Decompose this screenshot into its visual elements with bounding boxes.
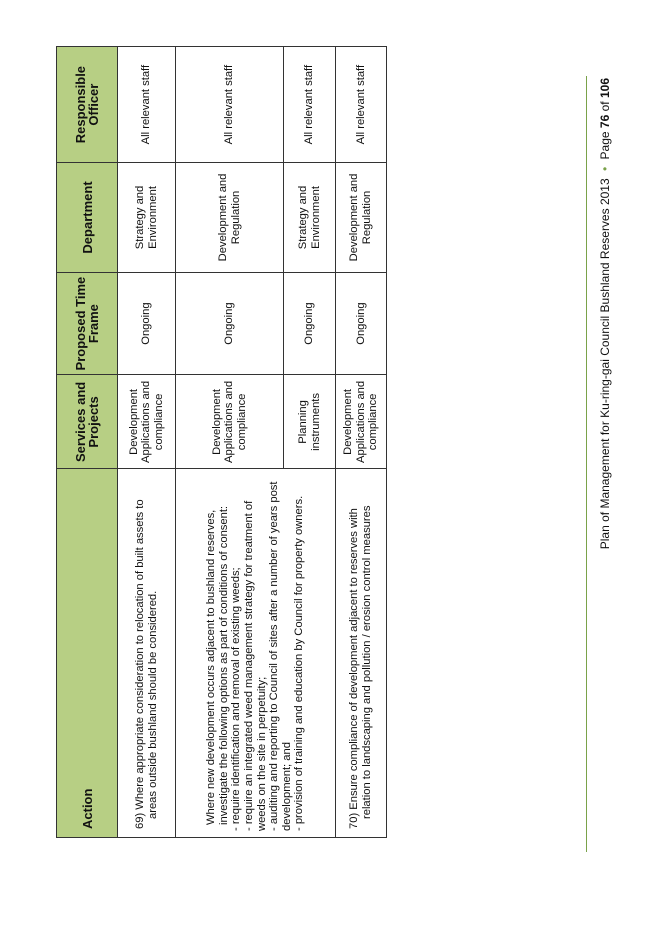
cell-action-multiline [176, 469, 336, 838]
table-header-row [57, 47, 118, 838]
footer-document-title: Plan of Management for Ku-ring-gai Council Bushland Reserves 2013 [598, 178, 612, 550]
table-row [336, 47, 387, 838]
footer-page-number: 76 [598, 114, 612, 129]
page-footer [598, 78, 614, 568]
header-department: Department [57, 163, 118, 272]
action-line: - require an integrated weed management strategy for treatment of weeds on the site in perpetuity; [242, 500, 268, 831]
cell-services: Planning instruments [284, 375, 336, 469]
footer-bullet: • [598, 166, 612, 172]
cell-department: Strategy and Environment [118, 163, 176, 272]
cell-action: 69) Where appropriate consideration to relocation of built assets to areas outside bushland should be considered. [118, 469, 176, 838]
cell-officer: All relevant staff [176, 47, 284, 163]
cell-time: Ongoing [284, 272, 336, 375]
header-services: Services and Projects [57, 375, 118, 469]
header-officer: Responsible Officer [57, 47, 118, 163]
table-row [118, 47, 176, 838]
action-line: - auditing and reporting to Council of sites after a number of years post development; and [268, 481, 293, 831]
cell-officer: All relevant staff [118, 47, 176, 163]
table-row [176, 47, 284, 838]
cell-time: Ongoing [118, 272, 176, 375]
header-action: Action [57, 469, 118, 838]
cell-officer: All relevant staff [336, 47, 387, 163]
cell-services: Development Applications and compliance [118, 375, 176, 469]
footer-divider [586, 76, 587, 852]
cell-time: Ongoing [336, 272, 387, 375]
footer-of-label: of [598, 101, 612, 112]
action-line: Where new development occurs adjacent to bushland reserves, investigate the following options as part of conditions of consent: [205, 505, 230, 825]
cell-department: Development and Regulation [176, 163, 284, 272]
footer-page-label: Page [598, 131, 612, 160]
rotated-table-container [56, 46, 380, 838]
cell-officer: All relevant staff [284, 47, 336, 163]
cell-services: Development Applications and compliance [336, 375, 387, 469]
cell-department: Development and Regulation [336, 163, 387, 272]
cell-action: 70) Ensure compliance of development adjacent to reserves with relation to landscaping and pollution / erosion control measures [336, 469, 387, 838]
footer-page-total: 106 [598, 78, 612, 99]
header-time-frame: Proposed Time Frame [57, 272, 118, 375]
cell-department: Strategy and Environment [284, 163, 336, 272]
cell-services: Development Applications and compliance [176, 375, 284, 469]
action-line: - provision of training and education by Council for property owners. [293, 495, 306, 831]
action-table [56, 46, 387, 838]
cell-time: Ongoing [176, 272, 284, 375]
action-line: - require identification and removal of existing weeds; [230, 567, 243, 831]
